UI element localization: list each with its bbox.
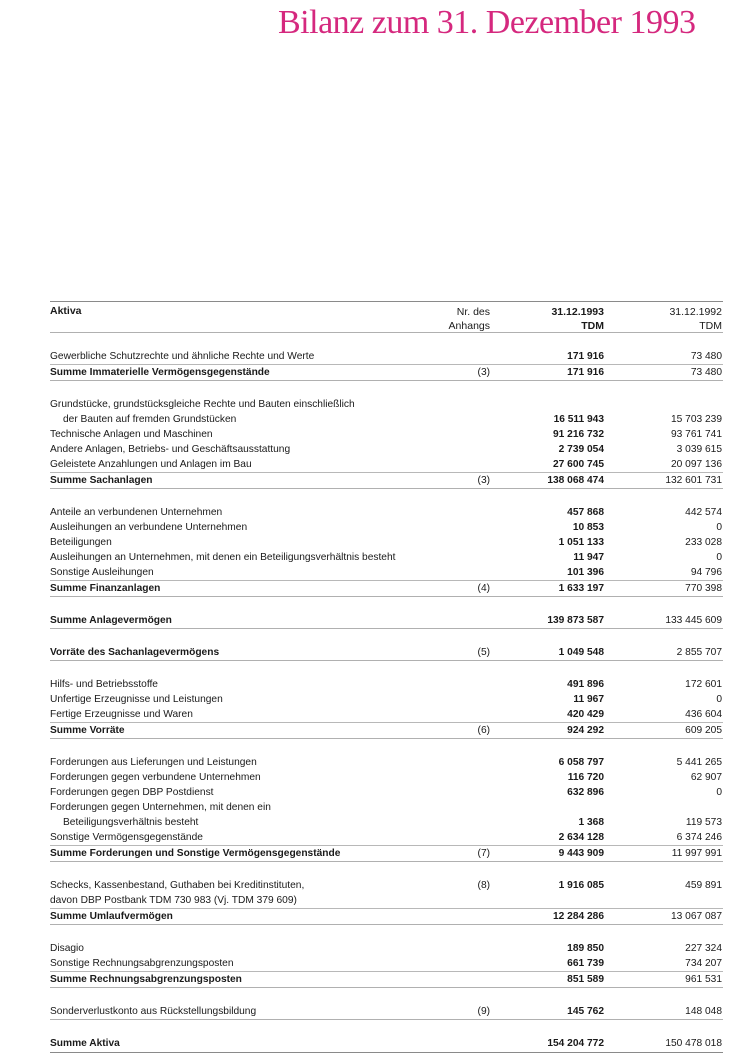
table-row xyxy=(50,893,723,908)
table-row xyxy=(50,535,723,550)
row-value-1992: 15 703 239 xyxy=(671,414,722,425)
row-label: Hilfs- und Betriebsstoffe xyxy=(50,679,158,690)
row-label: Ausleihungen an Unternehmen, mit denen ein Beteiligungsverhältnis besteht xyxy=(50,552,396,563)
row-value-1993: 154 204 772 xyxy=(547,1038,604,1049)
row-label: Summe Vorräte xyxy=(50,725,125,736)
table-row xyxy=(50,550,723,565)
row-value-1993: 1 368 xyxy=(578,817,604,828)
table-row xyxy=(50,1004,723,1019)
row-value-1992: 442 574 xyxy=(685,507,722,518)
table-group xyxy=(50,332,723,380)
balance-sheet-table xyxy=(50,301,723,1053)
row-value-1992: 2 855 707 xyxy=(676,647,722,658)
header-cur-unit: TDM xyxy=(581,320,604,332)
row-label: Anteile an verbundenen Unternehmen xyxy=(50,507,223,518)
row-value-1993: 139 873 587 xyxy=(547,615,604,626)
row-value-1993: 1 051 133 xyxy=(558,537,604,548)
row-value-1992: 20 097 136 xyxy=(671,459,722,470)
row-value-1993: 851 589 xyxy=(567,974,604,985)
header-aktiva: Aktiva xyxy=(50,305,82,317)
row-label: Sonstige Vermögensgegenstände xyxy=(50,832,203,843)
table-group xyxy=(50,596,723,628)
row-value-1993: 171 916 xyxy=(567,351,604,362)
row-value-1993: 101 396 xyxy=(567,567,604,578)
table-row xyxy=(50,442,723,457)
row-value-1992: 734 207 xyxy=(685,958,722,969)
row-note-ref: (7) xyxy=(477,848,490,859)
row-value-1992: 150 478 018 xyxy=(665,1038,722,1049)
row-label: Schecks, Kassenbestand, Guthaben bei Kreditinstituten, xyxy=(50,880,305,891)
row-value-1992: 132 601 731 xyxy=(665,475,722,486)
row-value-1993: 16 511 943 xyxy=(553,414,604,425)
row-value-1993: 11 947 xyxy=(573,552,604,563)
header-prev-unit: TDM xyxy=(699,320,722,332)
row-label: Summe Finanzanlagen xyxy=(50,583,161,594)
table-group xyxy=(50,380,723,488)
header-previous-year xyxy=(620,305,722,333)
row-value-1992: 3 039 615 xyxy=(676,444,722,455)
table-row xyxy=(50,505,723,520)
row-value-1992: 459 891 xyxy=(685,880,722,891)
row-value-1992: 0 xyxy=(716,694,722,705)
table-row xyxy=(50,427,723,442)
table-group xyxy=(50,628,723,660)
row-label: Forderungen gegen Unternehmen, mit denen ein xyxy=(50,802,271,813)
row-value-1992: 172 601 xyxy=(685,679,722,690)
header-note-line1: Nr. des xyxy=(456,306,490,318)
row-value-1993: 12 284 286 xyxy=(553,911,604,922)
row-value-1993: 1 049 548 xyxy=(558,647,604,658)
header-note-column xyxy=(430,305,490,333)
summary-row xyxy=(50,908,723,924)
row-value-1992: 609 205 xyxy=(685,725,722,736)
table-row xyxy=(50,412,723,427)
summary-row xyxy=(50,580,723,596)
row-label: Sonderverlustkonto aus Rückstellungsbildung xyxy=(50,1006,257,1017)
row-value-1993: 171 916 xyxy=(567,367,604,378)
table-row xyxy=(50,941,723,956)
row-value-1992: 119 573 xyxy=(685,817,722,828)
row-value-1993: 2 739 054 xyxy=(558,444,604,455)
row-value-1993: 189 850 xyxy=(567,943,604,954)
row-label: Ausleihungen an verbundene Unternehmen xyxy=(50,522,248,533)
table-row xyxy=(50,677,723,692)
row-value-1992: 5 441 265 xyxy=(676,757,722,768)
row-label: Beteiligungsverhältnis besteht xyxy=(63,817,199,828)
summary-row xyxy=(50,613,723,628)
row-label: Summe Anlagevermögen xyxy=(50,615,172,626)
table-row xyxy=(50,520,723,535)
row-label: Andere Anlagen, Betriebs- und Geschäftsausstattung xyxy=(50,444,291,455)
row-label: Grundstücke, grundstücksgleiche Rechte und Bauten einschließlich xyxy=(50,399,355,410)
row-value-1992: 770 398 xyxy=(685,583,722,594)
row-value-1992: 961 531 xyxy=(685,974,722,985)
table-row xyxy=(50,830,723,845)
table-row xyxy=(50,815,723,830)
header-cur-date: 31.12.1993 xyxy=(551,306,604,318)
table-row xyxy=(50,349,723,364)
row-value-1993: 1 633 197 xyxy=(558,583,604,594)
table-body xyxy=(50,332,723,1053)
row-value-1993: 1 916 085 xyxy=(558,880,604,891)
table-group xyxy=(50,861,723,924)
summary-row xyxy=(50,364,723,380)
row-value-1993: 10 853 xyxy=(572,522,604,533)
row-note-ref: (9) xyxy=(477,1006,490,1017)
row-value-1993: 27 600 745 xyxy=(553,459,604,470)
row-note-ref: (4) xyxy=(477,583,490,594)
row-label: Forderungen gegen DBP Postdienst xyxy=(50,787,214,798)
row-note-ref: (8) xyxy=(477,880,490,891)
row-label: Technische Anlagen und Maschinen xyxy=(50,429,213,440)
row-value-1992: 133 445 609 xyxy=(665,615,722,626)
table-group xyxy=(50,738,723,861)
table-row xyxy=(50,707,723,722)
header-prev-date: 31.12.1992 xyxy=(669,306,722,318)
row-note-ref: (3) xyxy=(477,367,490,378)
row-value-1993: 2 634 128 xyxy=(558,832,604,843)
row-value-1993: 924 292 xyxy=(567,725,604,736)
row-value-1993: 491 896 xyxy=(567,679,604,690)
row-label: Forderungen aus Lieferungen und Leistungen xyxy=(50,757,257,768)
table-row xyxy=(50,770,723,785)
row-value-1992: 11 997 991 xyxy=(671,848,722,859)
row-value-1993: 420 429 xyxy=(567,709,604,720)
row-value-1992: 227 324 xyxy=(685,943,722,954)
summary-row xyxy=(50,472,723,488)
row-value-1993: 6 058 797 xyxy=(558,757,604,768)
row-label: Summe Rechnungsabgrenzungsposten xyxy=(50,974,242,985)
table-group xyxy=(50,987,723,1019)
row-value-1993: 91 216 732 xyxy=(553,429,604,440)
row-label: Fertige Erzeugnisse und Waren xyxy=(50,709,193,720)
row-value-1992: 0 xyxy=(716,522,722,533)
row-label: Sonstige Ausleihungen xyxy=(50,567,154,578)
header-note-line2: Anhangs xyxy=(448,320,490,332)
row-value-1993: 457 868 xyxy=(567,507,604,518)
table-row xyxy=(50,785,723,800)
table-row xyxy=(50,878,723,893)
table-group xyxy=(50,924,723,987)
row-label: Unfertige Erzeugnisse und Leistungen xyxy=(50,694,223,705)
table-header xyxy=(50,301,723,332)
table-group xyxy=(50,488,723,596)
table-row xyxy=(50,956,723,971)
row-value-1992: 436 604 xyxy=(685,709,722,720)
table-row xyxy=(50,397,723,412)
table-row xyxy=(50,800,723,815)
row-label: Forderungen gegen verbundene Unternehmen xyxy=(50,772,261,783)
row-value-1992: 0 xyxy=(716,552,722,563)
row-value-1992: 0 xyxy=(716,787,722,798)
row-value-1992: 62 907 xyxy=(690,772,722,783)
table-group xyxy=(50,660,723,738)
row-value-1993: 138 068 474 xyxy=(547,475,604,486)
summary-row xyxy=(50,722,723,738)
row-label: Disagio xyxy=(50,943,84,954)
summary-row xyxy=(50,1036,723,1053)
row-value-1992: 94 796 xyxy=(690,567,722,578)
table-group xyxy=(50,1019,723,1053)
row-value-1993: 632 896 xyxy=(567,787,604,798)
row-label: Summe Aktiva xyxy=(50,1038,120,1049)
row-value-1993: 11 967 xyxy=(573,694,604,705)
row-value-1993: 9 443 909 xyxy=(558,848,604,859)
row-label: Summe Sachanlagen xyxy=(50,475,153,486)
table-row xyxy=(50,755,723,770)
row-value-1992: 93 761 741 xyxy=(671,429,722,440)
summary-row xyxy=(50,971,723,987)
row-value-1993: 116 720 xyxy=(567,772,604,783)
row-value-1992: 73 480 xyxy=(690,351,722,362)
summary-row xyxy=(50,845,723,861)
row-value-1992: 233 028 xyxy=(685,537,722,548)
summary-row xyxy=(50,645,723,660)
row-label: der Bauten auf fremden Grundstücken xyxy=(63,414,237,425)
row-note-ref: (6) xyxy=(477,725,490,736)
row-value-1992: 6 374 246 xyxy=(676,832,722,843)
row-note-ref: (3) xyxy=(477,475,490,486)
table-row xyxy=(50,565,723,580)
table-row xyxy=(50,457,723,472)
row-label: davon DBP Postbank TDM 730 983 (Vj. TDM 379 609) xyxy=(50,895,297,906)
table-row xyxy=(50,692,723,707)
row-label: Summe Forderungen und Sonstige Vermögensgegenstände xyxy=(50,848,341,859)
row-label: Vorräte des Sachanlagevermögens xyxy=(50,647,220,658)
page-title: Bilanz zum 31. Dezember 1993 xyxy=(278,4,696,41)
row-label: Geleistete Anzahlungen und Anlagen im Bau xyxy=(50,459,252,470)
row-value-1993: 145 762 xyxy=(567,1006,604,1017)
row-value-1992: 148 048 xyxy=(685,1006,722,1017)
row-value-1993: 661 739 xyxy=(567,958,604,969)
row-label: Beteiligungen xyxy=(50,537,112,548)
row-note-ref: (5) xyxy=(477,647,490,658)
row-value-1992: 13 067 087 xyxy=(671,911,722,922)
row-label: Gewerbliche Schutzrechte und ähnliche Rechte und Werte xyxy=(50,351,315,362)
header-current-year xyxy=(510,305,604,333)
row-label: Summe Immaterielle Vermögensgegenstände xyxy=(50,367,270,378)
row-label: Summe Umlaufvermögen xyxy=(50,911,173,922)
row-label: Sonstige Rechnungsabgrenzungsposten xyxy=(50,958,234,969)
row-value-1992: 73 480 xyxy=(690,367,722,378)
